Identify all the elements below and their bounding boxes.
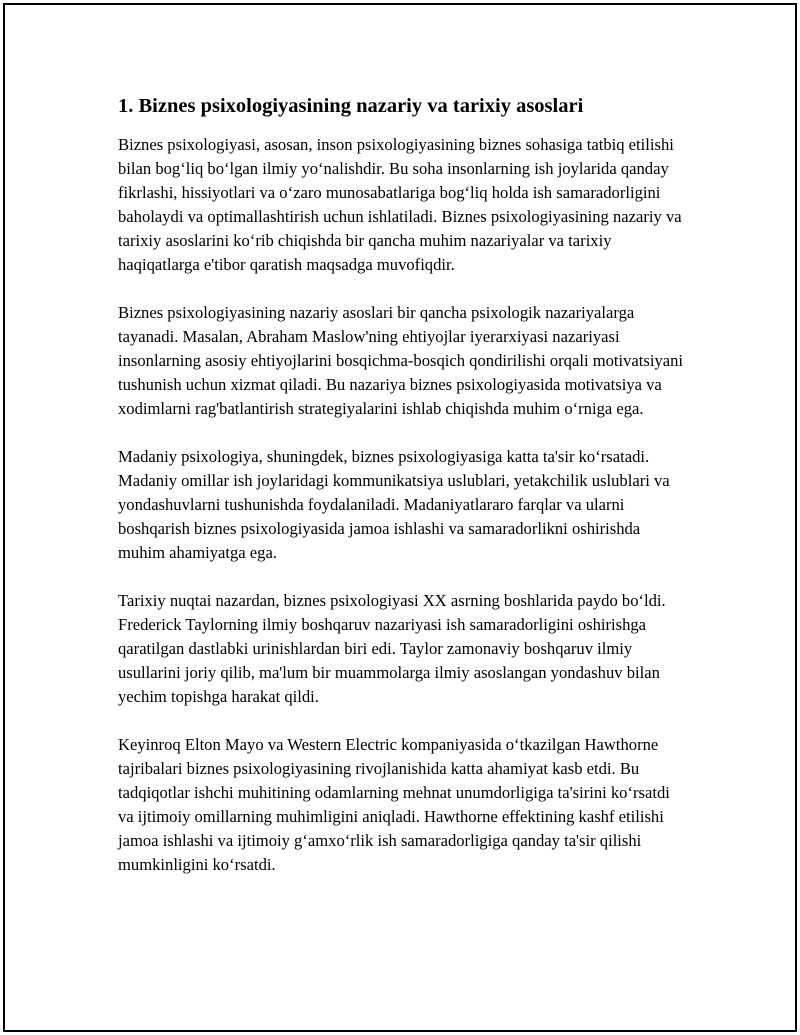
paragraph-3: Madaniy psixologiya, shuningdek, biznes psixologiyasiga katta ta'sir ko‘rsatadi. Madaniy omillar ish joylaridagi kommunikatsiya uslublari, yetakchilik uslublari va yondashuvlarni tushunishda foydalaniladi. Madaniyatlararo farqlar va ularni boshqarish biznes psixologiyasida jamoa ishlashi va samaradorlikni oshirishda muhim ahamiyatga ega. bbox=[118, 447, 670, 562]
section-heading: 1. Biznes psixologiyasining nazariy va tarixiy asoslari bbox=[118, 95, 584, 117]
paragraph-2: Biznes psixologiyasining nazariy asoslari bir qancha psixologik nazariyalarga tayanadi. Masalan, Abraham Maslow'ning ehtiyojlar iyerarxiyasi nazariyasi insonlarning asosiy ehtiyojlarini bosqichma-bosqich qondirilishi orqali motivatsiyani tushunish uchun xizmat qiladi. Bu nazariya biznes psixologiyasida motivatsiya va xodimlarni rag'batlantirish strategiyalarini ishlab chiqishda muhim o‘rniga ega. bbox=[118, 303, 684, 418]
paragraph-5: Keyinroq Elton Mayo va Western Electric kompaniyasida o‘tkazilgan Hawthorne tajribalari biznes psixologiyasining rivojlanishida katta ahamiyat kasb etdi. Bu tadqiqotlar ishchi muhitining odamlarning mehnat unumdorligiga ta'sirini ko‘rsatdi va ijtimoiy omillarning muhimligini aniqladi. Hawthorne effektining kashf etilishi jamoa ishlashi va ijtimoiy g‘amxo‘rlik ish samaradorligiga qanday ta'sir qilishi mumkinligini ko‘rsatdi. bbox=[118, 735, 670, 874]
paragraph-4: Tarixiy nuqtai nazardan, biznes psixologiyasi XX asrning boshlarida paydo bo‘ldi. Frederick Taylorning ilmiy boshqaruv nazariyasi ish samaradorligini oshirishga qaratilgan dastlabki urinishlardan biri edi. Taylor zamonaviy boshqaruv ilmiy usullarini joriy qilib, ma'lum bir muammolarga ilmiy asoslangan yondashuv bilan yechim topishga harakat qildi. bbox=[118, 591, 666, 706]
paragraph-1: Biznes psixologiyasi, asosan, inson psixologiyasining biznes sohasiga tatbiq etilishi bilan bog‘liq bo‘lgan ilmiy yo‘nalishdir. Bu soha insonlarning ish joylarida qanday fikrlashi, hissiyotlari va o‘zaro munosabatlariga bog‘liq holda ish samaradorligini baholaydi va optimallashtirish uchun ishlatiladi. Biznes psixologiyasining nazariy va tarixiy asoslarini ko‘rib chiqishda bir qancha muhim nazariyalar va tarixiy haqiqatlarga e'tibor qaratish maqsadga muvofiqdir. bbox=[118, 135, 682, 274]
document-body bbox=[118, 93, 688, 901]
